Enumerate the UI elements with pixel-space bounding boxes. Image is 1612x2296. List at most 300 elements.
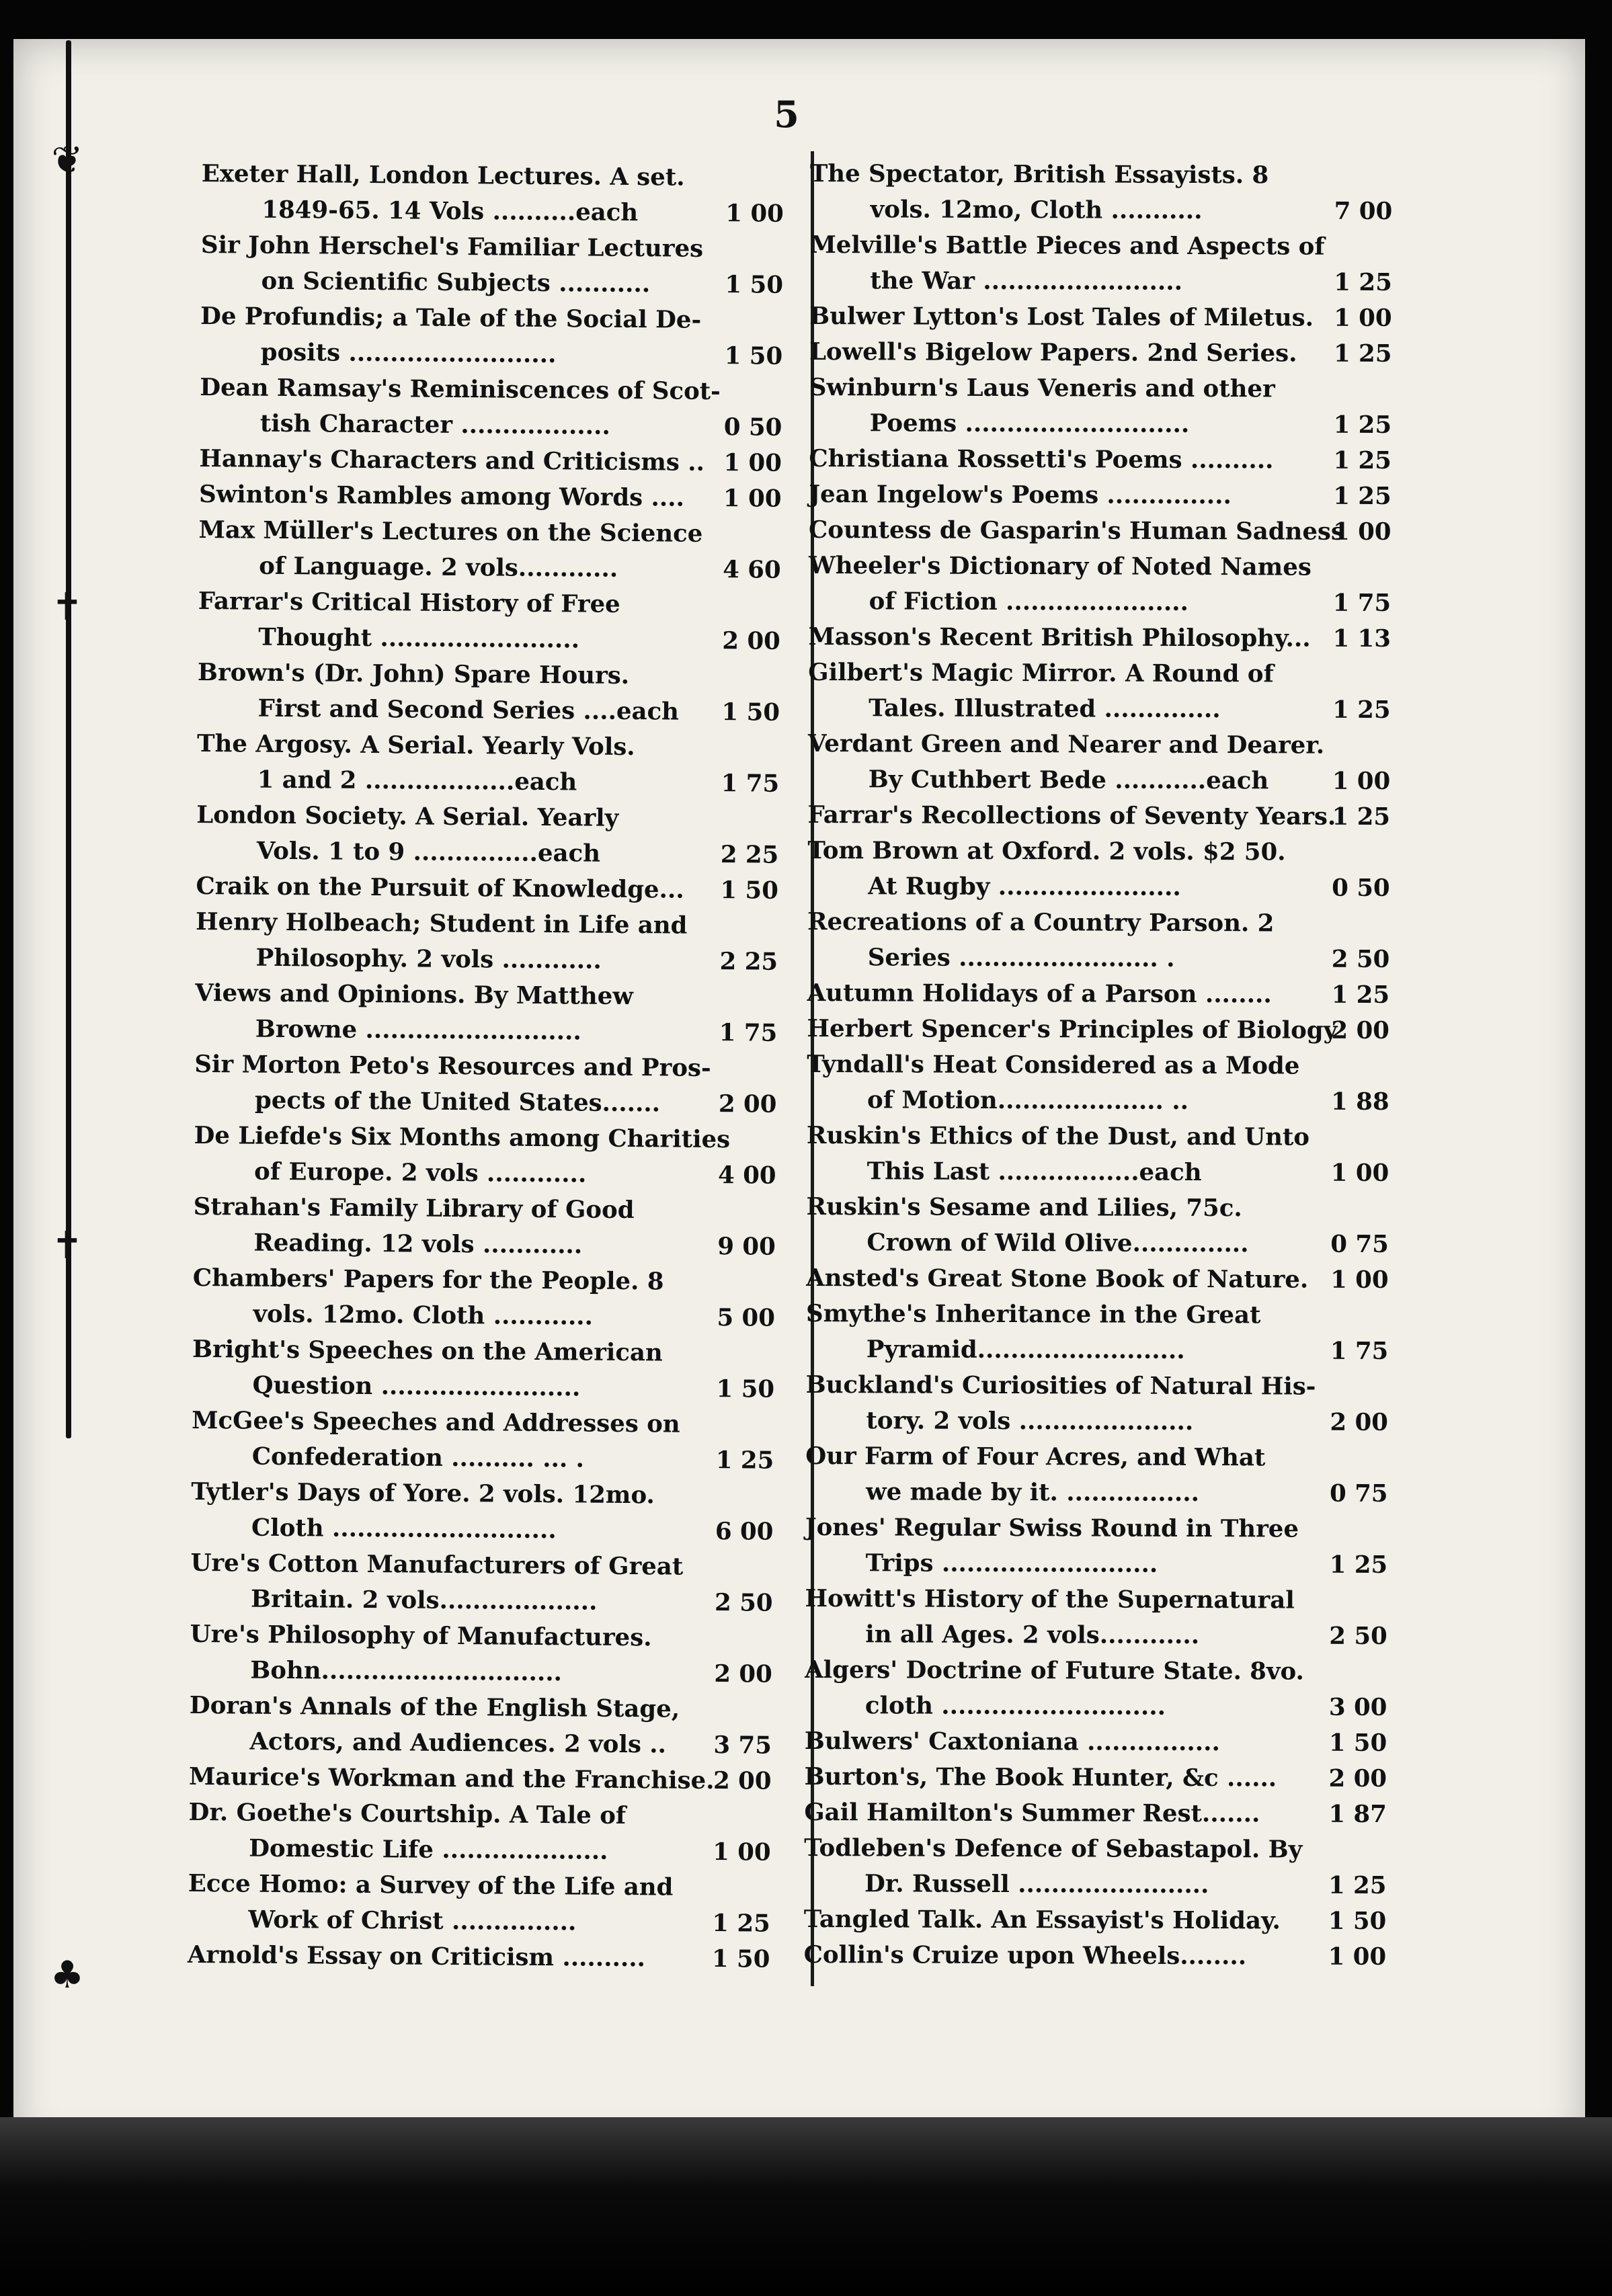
entry-line bbox=[190, 1545, 795, 1586]
entry-line bbox=[195, 940, 800, 980]
catalog-entry bbox=[192, 1403, 797, 1479]
entry-title-text: Farrar's Recollections of Seventy Years. bbox=[807, 801, 1336, 831]
bell-ornament-icon: ♣ bbox=[50, 1953, 85, 1997]
entry-title-text: cloth ........................... bbox=[864, 1692, 1166, 1721]
entry-title-text: Recreations of a Country Parson. 2 bbox=[807, 907, 1275, 938]
catalog-entry bbox=[804, 1901, 1409, 1939]
entry-title-text: Philosophy. 2 vols ............ bbox=[255, 944, 602, 975]
entry-line bbox=[196, 797, 801, 837]
entry-title-text: Tyndall's Heat Considered as a Mode bbox=[807, 1050, 1300, 1080]
entry-line bbox=[805, 1688, 1410, 1725]
entry-price: 2 00 bbox=[722, 627, 780, 655]
entry-price: 2 00 bbox=[1328, 1764, 1387, 1793]
entry-title-text: of Fiction ...................... bbox=[869, 587, 1189, 616]
entry-title-text: of Motion.................... .. bbox=[867, 1086, 1189, 1115]
entry-line bbox=[193, 1260, 798, 1301]
entry-line bbox=[194, 1189, 799, 1229]
catalog-entry bbox=[193, 1189, 799, 1265]
entry-line bbox=[809, 441, 1414, 479]
entry-price: 1 50 bbox=[1328, 1729, 1387, 1758]
entry-line bbox=[202, 156, 807, 196]
entry-title-text: Dean Ramsay's Reminiscences of Scot- bbox=[200, 373, 721, 406]
entry-title-text: Cloth ........................... bbox=[251, 1514, 557, 1545]
entry-line bbox=[805, 1652, 1410, 1690]
entry-title-text: Dr. Goethe's Courtship. A Tale of bbox=[188, 1798, 627, 1830]
entry-line bbox=[807, 833, 1412, 870]
entry-title-text: Bright's Speeches on the American bbox=[192, 1335, 663, 1367]
entry-title-text: By Cuthbert Bede ...........each bbox=[868, 766, 1269, 795]
entry-line bbox=[190, 1688, 795, 1728]
entry-title-text: Bulwer Lytton's Lost Tales of Miletus. bbox=[809, 302, 1314, 332]
entry-title-text: on Scientific Subjects ........... bbox=[261, 267, 651, 298]
entry-price: 1 50 bbox=[720, 876, 779, 905]
entry-price: 0 75 bbox=[1330, 1230, 1389, 1259]
entry-price: 1 25 bbox=[1329, 1551, 1388, 1580]
entry-line bbox=[192, 1367, 797, 1407]
entry-line bbox=[807, 868, 1412, 906]
entry-line bbox=[805, 1438, 1410, 1476]
entry-title-text: Tales. Illustrated .............. bbox=[869, 694, 1221, 724]
entry-line bbox=[808, 619, 1413, 657]
entry-line bbox=[807, 1082, 1412, 1120]
catalog-entry bbox=[805, 1367, 1410, 1440]
entry-title-text: Swinton's Rambles among Words .... bbox=[198, 480, 685, 512]
entry-price: 1 25 bbox=[1328, 1871, 1387, 1900]
entry-title-text: Christiana Rossetti's Poems .......... bbox=[809, 444, 1274, 475]
entry-price: 1 00 bbox=[713, 1838, 771, 1867]
entry-title-text: This Last .................each bbox=[867, 1157, 1202, 1187]
entry-line bbox=[805, 1723, 1410, 1761]
entry-price: 1 00 bbox=[723, 485, 782, 513]
catalog-entry bbox=[807, 1047, 1412, 1120]
entry-title-text: of Language. 2 vols............ bbox=[259, 552, 618, 583]
entry-line bbox=[806, 1260, 1411, 1298]
entry-title-text: Arnold's Essay on Criticism .......... bbox=[187, 1940, 646, 1973]
entry-price: 1 75 bbox=[1332, 589, 1392, 618]
entry-line bbox=[806, 1225, 1411, 1262]
catalog-entry bbox=[191, 1474, 797, 1550]
entry-title-text: Ruskin's Sesame and Lilies, 75c. bbox=[806, 1192, 1242, 1223]
catalog-entry bbox=[197, 726, 803, 802]
fleuron-ornament-icon: ❦ bbox=[51, 138, 83, 182]
entry-price: 2 00 bbox=[713, 1767, 772, 1795]
catalog-entry bbox=[804, 1830, 1409, 1903]
entry-line bbox=[805, 1510, 1410, 1547]
entry-title-text: Ansted's Great Stone Book of Nature. bbox=[806, 1264, 1309, 1294]
entry-title-text: At Rugby ...................... bbox=[868, 872, 1181, 901]
catalog-entry bbox=[805, 1652, 1410, 1725]
entry-title-text: Buckland's Curiosities of Natural His- bbox=[805, 1370, 1316, 1401]
entry-line bbox=[197, 726, 802, 766]
entry-line bbox=[200, 370, 805, 410]
entry-price: 1 00 bbox=[725, 200, 784, 228]
entry-price: 1 25 bbox=[1332, 803, 1391, 831]
catalog-entry bbox=[199, 441, 804, 481]
entry-line bbox=[188, 1795, 793, 1835]
entry-line bbox=[805, 1474, 1410, 1512]
entry-line bbox=[809, 334, 1414, 372]
entry-price: 9 00 bbox=[717, 1233, 776, 1261]
entry-title-text: Sir John Herschel's Familiar Lectures bbox=[200, 231, 704, 263]
entry-line bbox=[189, 1723, 794, 1764]
entry-title-text: Strahan's Family Library of Good bbox=[193, 1192, 635, 1225]
entry-price: 2 00 bbox=[718, 1090, 777, 1118]
catalog-entry bbox=[807, 904, 1412, 977]
catalog-entry bbox=[809, 227, 1414, 300]
catalog-entry bbox=[188, 1795, 794, 1871]
entry-title-text: Actors, and Audiences. 2 vols .. bbox=[249, 1727, 667, 1759]
entry-title-text: Hannay's Characters and Criticisms .. bbox=[199, 444, 705, 477]
catalog-entry bbox=[806, 1296, 1411, 1369]
entry-title-text: tory. 2 vols ..................... bbox=[866, 1407, 1194, 1436]
catalog-entry bbox=[189, 1688, 795, 1764]
entry-title-text: Work of Christ ............... bbox=[248, 1905, 577, 1936]
entry-title-text: Crown of Wild Olive.............. bbox=[867, 1229, 1249, 1258]
catalog-entry bbox=[807, 975, 1412, 1013]
catalog-entry bbox=[190, 1616, 795, 1692]
catalog-entry bbox=[805, 1510, 1410, 1583]
entry-title-text: tish Character .................. bbox=[259, 409, 610, 440]
entry-title-text: Confederation .......... ... . bbox=[251, 1442, 585, 1473]
entry-line bbox=[807, 940, 1412, 977]
catalog-entry bbox=[809, 370, 1414, 443]
entry-price: 1 00 bbox=[723, 449, 782, 477]
entry-title-text: Farrar's Critical History of Free bbox=[198, 587, 620, 618]
entry-line bbox=[196, 868, 801, 909]
entry-title-text: London Society. A Serial. Yearly bbox=[196, 801, 619, 832]
entry-price: 5 00 bbox=[717, 1304, 776, 1332]
entry-line bbox=[806, 1331, 1411, 1369]
entry-title-text: Howitt's History of the Supernatural bbox=[805, 1584, 1295, 1614]
catalog-entry bbox=[809, 334, 1414, 372]
entry-title-text: 1849-65. 14 Vols ..........each bbox=[261, 196, 639, 227]
entry-title-text: Tom Brown at Oxford. 2 vols. $2 50. bbox=[807, 836, 1286, 866]
entry-title-text: Smythe's Inheritance in the Great bbox=[805, 1299, 1261, 1329]
entry-title-text: Tytler's Days of Yore. 2 vols. 12mo. bbox=[191, 1477, 655, 1510]
entry-title-text: Sir Morton Peto's Resources and Pros- bbox=[194, 1050, 711, 1082]
entry-line bbox=[194, 1047, 799, 1087]
entry-price: 1 88 bbox=[1331, 1088, 1389, 1116]
entry-title-text: Britain. 2 vols................... bbox=[250, 1585, 598, 1616]
entry-title-text: Brown's (Dr. John) Spare Hours. bbox=[197, 658, 630, 690]
entry-line bbox=[194, 1153, 799, 1194]
catalog-entry bbox=[194, 1118, 799, 1194]
entry-title-text: De Profundis; a Tale of the Social De- bbox=[200, 302, 702, 334]
entry-price: 1 25 bbox=[712, 1910, 770, 1938]
entry-line bbox=[196, 904, 801, 944]
entry-line bbox=[188, 1866, 793, 1906]
entry-title-text: Masson's Recent British Philosophy... bbox=[808, 622, 1311, 653]
entry-price: 1 25 bbox=[1333, 339, 1392, 368]
entry-price: 1 25 bbox=[1333, 482, 1392, 511]
entry-title-text: Poems ........................... bbox=[869, 409, 1190, 438]
catalog-entry bbox=[809, 548, 1414, 621]
entry-title-text: Vols. 1 to 9 ...............each bbox=[256, 837, 601, 868]
entry-price: 0 50 bbox=[1332, 874, 1390, 903]
entry-price: 1 75 bbox=[721, 770, 780, 798]
entry-title-text: Autumn Holidays of a Parson ........ bbox=[807, 979, 1272, 1009]
catalog-entry bbox=[188, 1866, 793, 1942]
catalog-entry bbox=[196, 797, 802, 873]
entry-title-text: Burton's, The Book Hunter, &c ...... bbox=[804, 1762, 1277, 1793]
entry-line bbox=[192, 1296, 797, 1336]
entry-line bbox=[809, 512, 1414, 550]
catalog-entry bbox=[195, 904, 801, 980]
catalog-entry bbox=[199, 477, 804, 517]
entry-price: 1 25 bbox=[1334, 268, 1392, 297]
entry-line bbox=[190, 1616, 795, 1657]
catalog-entry bbox=[194, 1047, 800, 1122]
page-number: 5 bbox=[774, 93, 799, 136]
entry-title-text: Gail Hamilton's Summer Rest....... bbox=[804, 1798, 1260, 1828]
cross-ornament-icon: ✝ bbox=[51, 1224, 83, 1268]
catalog-entry bbox=[807, 1011, 1412, 1049]
entry-price: 3 75 bbox=[713, 1731, 772, 1760]
entry-price: 2 00 bbox=[1330, 1408, 1388, 1437]
catalog-entry bbox=[808, 726, 1413, 799]
entry-line bbox=[198, 619, 803, 659]
entry-line bbox=[200, 405, 805, 446]
entry-price: 1 50 bbox=[725, 271, 784, 299]
catalog-entry bbox=[198, 512, 804, 588]
entry-title-text: Exeter Hall, London Lectures. A set. bbox=[201, 159, 685, 192]
entry-price: 1 50 bbox=[724, 342, 783, 370]
entry-title-text: Domestic Life .................... bbox=[249, 1834, 608, 1865]
entry-line bbox=[807, 797, 1412, 835]
entry-line bbox=[807, 975, 1412, 1013]
entry-line bbox=[194, 1082, 799, 1122]
catalog-entry bbox=[805, 1723, 1410, 1761]
entry-price: 1 00 bbox=[1330, 1159, 1389, 1188]
entry-title-text: pects of the United States....... bbox=[254, 1086, 661, 1118]
entry-price: 1 00 bbox=[1328, 1942, 1387, 1971]
scan-bottom-edge bbox=[0, 2117, 1612, 2296]
catalog-entry bbox=[808, 619, 1413, 657]
catalog-entry bbox=[804, 1795, 1409, 1832]
entry-title-text: Collin's Cruize upon Wheels........ bbox=[803, 1940, 1247, 1971]
entry-line bbox=[192, 1438, 797, 1479]
entry-price: 1 87 bbox=[1328, 1800, 1387, 1829]
entry-title-text: Thought ........................ bbox=[258, 623, 580, 654]
entry-title-text: Swinburn's Laus Veneris and other bbox=[809, 373, 1275, 403]
entry-line bbox=[809, 370, 1414, 407]
entry-line bbox=[190, 1581, 795, 1621]
catalog-entry bbox=[200, 227, 806, 303]
entry-line bbox=[808, 726, 1413, 764]
entry-line bbox=[199, 441, 804, 481]
entry-line bbox=[195, 975, 800, 1016]
entry-title-text: Views and Opinions. By Matthew bbox=[195, 979, 634, 1011]
entry-title-text: Series ........................ . bbox=[867, 944, 1175, 973]
entry-title-text: Jean Ingelow's Poems ............... bbox=[809, 480, 1232, 510]
catalog-entry bbox=[807, 833, 1412, 906]
catalog-entry bbox=[804, 1937, 1409, 1975]
entry-line bbox=[188, 1901, 793, 1942]
entry-line bbox=[198, 548, 803, 588]
entry-price: 1 00 bbox=[1332, 767, 1391, 796]
catalog-entry bbox=[198, 583, 803, 659]
entry-price: 2 00 bbox=[714, 1660, 772, 1688]
entry-line bbox=[200, 298, 805, 339]
catalog-entry bbox=[805, 1438, 1410, 1512]
entry-line bbox=[193, 1225, 798, 1265]
entry-line bbox=[200, 263, 805, 303]
entry-price: 7 00 bbox=[1334, 197, 1393, 226]
entry-title-text: Tangled Talk. An Essayist's Holiday. bbox=[803, 1905, 1281, 1935]
entry-title-text: vols. 12mo. Cloth ............ bbox=[253, 1300, 594, 1331]
entry-line bbox=[809, 477, 1414, 514]
entry-line bbox=[810, 156, 1415, 194]
entry-title-text: Melville's Battle Pieces and Aspects of bbox=[809, 231, 1325, 261]
entry-title-text: Bohn............................. bbox=[250, 1656, 563, 1687]
entry-line bbox=[808, 762, 1413, 799]
entry-line bbox=[197, 690, 802, 731]
entry-price: 1 50 bbox=[721, 698, 780, 727]
entry-title-text: Wheeler's Dictionary of Noted Names bbox=[808, 551, 1312, 581]
entry-title-text: Craik on the Pursuit of Knowledge... bbox=[196, 872, 684, 904]
catalog-entry bbox=[201, 156, 807, 232]
entry-line bbox=[809, 548, 1414, 585]
entry-line bbox=[804, 1937, 1409, 1975]
entry-price: 1 25 bbox=[1333, 446, 1392, 475]
entry-line bbox=[807, 1118, 1412, 1155]
entry-line bbox=[197, 762, 802, 802]
entry-price: 0 50 bbox=[723, 413, 782, 442]
catalog-entry bbox=[809, 477, 1414, 514]
entry-line bbox=[806, 1189, 1411, 1227]
entry-price: 3 00 bbox=[1328, 1693, 1387, 1722]
entry-title-text: Ecce Homo: a Survey of the Life and bbox=[188, 1869, 674, 1901]
entry-line bbox=[806, 1367, 1411, 1405]
entry-title-text: Ruskin's Ethics of the Dust, and Unto bbox=[806, 1121, 1310, 1151]
catalog-entry bbox=[189, 1759, 794, 1799]
entry-price: 2 50 bbox=[714, 1589, 773, 1617]
entry-title-text: Gilbert's Magic Mirror. A Round of bbox=[808, 658, 1274, 688]
entry-price: 6 00 bbox=[715, 1518, 774, 1546]
entry-title-text: Todleben's Defence of Sebastapol. By bbox=[804, 1834, 1303, 1864]
catalog-entry bbox=[197, 655, 803, 731]
entry-title-text: De Liefde's Six Months among Charities bbox=[194, 1121, 731, 1154]
entry-price: 1 50 bbox=[1328, 1907, 1387, 1936]
entry-title-text: 1 and 2 ..................each bbox=[257, 766, 577, 796]
entry-title-text: Question ........................ bbox=[252, 1371, 581, 1402]
catalog-entry bbox=[809, 298, 1414, 336]
entry-title-text: posits ......................... bbox=[260, 338, 557, 369]
catalog-entry bbox=[809, 512, 1414, 550]
catalog-entry bbox=[190, 1545, 796, 1621]
entry-line bbox=[192, 1331, 797, 1372]
entry-line bbox=[201, 192, 806, 232]
entry-line bbox=[190, 1652, 795, 1692]
catalog-entry bbox=[808, 655, 1413, 728]
entry-title-text: vols. 12mo, Cloth ........... bbox=[870, 196, 1203, 225]
entry-line bbox=[191, 1510, 796, 1550]
entry-line bbox=[805, 1581, 1410, 1618]
entry-line bbox=[808, 690, 1413, 728]
entry-line bbox=[194, 1118, 799, 1158]
entry-title-text: Bulwers' Caxtoniana ................ bbox=[804, 1727, 1220, 1757]
entry-price: 1 25 bbox=[1332, 696, 1391, 725]
entry-title-text: Dr. Russell ....................... bbox=[864, 1870, 1209, 1899]
catalog-entry bbox=[806, 1189, 1411, 1262]
catalog-entry bbox=[806, 1260, 1411, 1298]
entry-price: 1 13 bbox=[1332, 624, 1392, 653]
catalog-entry bbox=[804, 1759, 1409, 1797]
entry-line bbox=[809, 583, 1414, 621]
entry-title-text: McGee's Speeches and Addresses on bbox=[192, 1406, 680, 1438]
entry-line bbox=[805, 1545, 1410, 1583]
entry-line bbox=[809, 263, 1414, 300]
catalog-entry bbox=[200, 370, 805, 446]
entry-line bbox=[807, 1153, 1412, 1191]
entry-price: 1 00 bbox=[1330, 1266, 1389, 1295]
entry-price: 1 25 bbox=[1331, 981, 1390, 1010]
entry-line bbox=[805, 1616, 1410, 1654]
entry-line bbox=[807, 1047, 1412, 1084]
entry-title-text: Ure's Philosophy of Manufactures. bbox=[190, 1620, 652, 1652]
catalog-entry bbox=[192, 1331, 797, 1407]
entry-title-text: Pyramid......................... bbox=[866, 1336, 1185, 1364]
entry-line bbox=[805, 1403, 1410, 1440]
catalog-entry bbox=[809, 441, 1414, 479]
entry-line bbox=[810, 192, 1415, 229]
entry-title-text: Max Müller's Lectures on the Science bbox=[198, 516, 703, 548]
entry-price: 1 00 bbox=[1332, 518, 1392, 546]
entry-title-text: Trips .......................... bbox=[865, 1549, 1158, 1578]
entry-title-text: Browne .......................... bbox=[255, 1015, 581, 1046]
entry-title-text: in all Ages. 2 vols............ bbox=[865, 1621, 1200, 1650]
entry-title-text: Herbert Spencer's Principles of Biology bbox=[807, 1014, 1338, 1044]
entry-line bbox=[199, 477, 804, 517]
entry-price: 0 75 bbox=[1329, 1479, 1388, 1508]
entry-line bbox=[189, 1759, 794, 1799]
entry-title-text: Jones' Regular Swiss Round in Three bbox=[805, 1513, 1299, 1543]
entry-title-text: we made by it. ................ bbox=[865, 1478, 1200, 1508]
entry-price: 1 75 bbox=[719, 1019, 778, 1047]
entry-price: 4 60 bbox=[723, 556, 781, 584]
entry-price: 2 25 bbox=[719, 948, 778, 976]
entry-price: 2 50 bbox=[1329, 1622, 1387, 1651]
entry-title-text: Our Farm of Four Acres, and What bbox=[805, 1442, 1266, 1472]
entry-line bbox=[201, 227, 806, 268]
entry-line bbox=[804, 1795, 1409, 1832]
entry-line bbox=[198, 655, 803, 695]
entry-price: 1 50 bbox=[716, 1375, 775, 1403]
entry-title-text: Ure's Cotton Manufacturers of Great bbox=[190, 1549, 684, 1581]
entry-line bbox=[804, 1759, 1409, 1797]
entry-line bbox=[806, 1296, 1411, 1334]
entry-title-text: Algers' Doctrine of Future State. 8vo. bbox=[805, 1655, 1305, 1686]
entry-line bbox=[807, 1011, 1412, 1049]
entry-line bbox=[198, 583, 803, 624]
entry-title-text: Lowell's Bigelow Papers. 2nd Series. bbox=[809, 337, 1297, 368]
entry-line bbox=[191, 1474, 796, 1514]
entry-title-text: The Spectator, British Essayists. 8 bbox=[809, 159, 1269, 190]
entry-line bbox=[804, 1901, 1409, 1939]
cross-ornament-icon: ✝ bbox=[51, 585, 83, 629]
entry-line bbox=[198, 512, 803, 552]
entry-title-text: First and Second Series ....each bbox=[257, 694, 680, 726]
entry-line bbox=[809, 227, 1414, 265]
entry-title-text: Doran's Annals of the English Stage, bbox=[189, 1691, 680, 1723]
entry-line bbox=[804, 1830, 1409, 1868]
entry-line bbox=[807, 904, 1412, 942]
entry-title-text: Chambers' Papers for the People. 8 bbox=[192, 1264, 664, 1296]
entry-line bbox=[808, 655, 1413, 692]
entry-title-text: Henry Holbeach; Student in Life and bbox=[195, 907, 688, 940]
catalog-column-left bbox=[188, 156, 807, 1977]
entry-line bbox=[809, 405, 1414, 443]
